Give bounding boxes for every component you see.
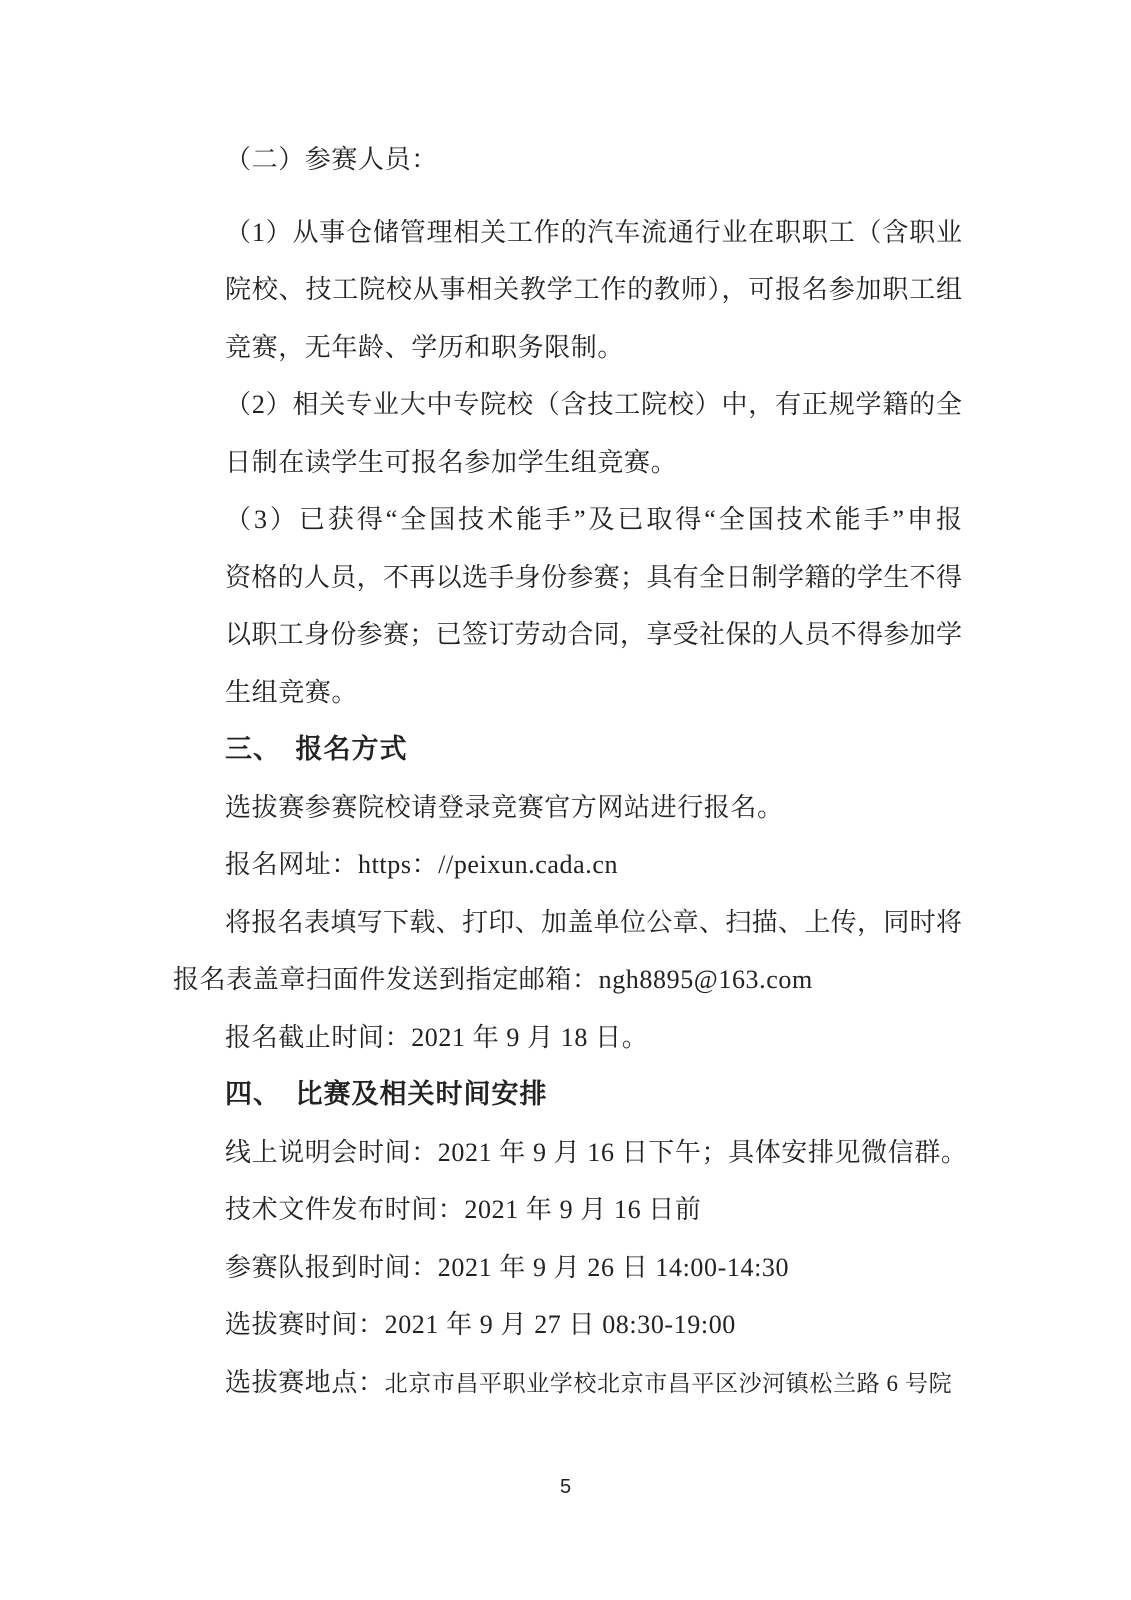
doc-line: 选拔赛时间：2021 年 9 月 27 日 08:30-19:00 [225, 1310, 736, 1339]
doc-line-value: 北京市昌平职业学校北京市昌平区沙河镇松兰路 6 号院 [384, 1370, 953, 1396]
page-number: 5 [559, 1476, 572, 1498]
doc-line: 日制在读学生可报名参加学生组竞赛。 [225, 447, 678, 477]
doc-line: （2）相关专业大中专院校（含技工院校）中，有正规学籍的全 [225, 390, 962, 419]
doc-line: 将报名表填写下载、打印、加盖单位公章、扫描、上传，同时将 [225, 907, 962, 937]
doc-line: 技术文件发布时间：2021 年 9 月 16 日前 [225, 1195, 702, 1224]
doc-line: 参赛队报到时间：2021 年 9 月 26 日 14:00-14:30 [225, 1252, 790, 1282]
doc-line: 院校、技工院校从事相关教学工作的教师），可报名参加职工组 [225, 275, 962, 304]
doc-line: （1）从事仓储管理相关工作的汽车流通行业在职职工（含职业 [225, 217, 962, 247]
doc-line: 竞赛，无年龄、学历和职务限制。 [225, 332, 625, 362]
doc-line-label: 选拔赛地点： [225, 1367, 385, 1397]
doc-line: 线上说明会时间：2021 年 9 月 16 日下午；具体安排见微信群。 [225, 1137, 968, 1167]
doc-line: 四、 比赛及相关时间安排 [225, 1079, 548, 1109]
doc-line: 选拔赛参赛院校请登录竞赛官方网站进行报名。 [225, 792, 784, 822]
doc-line: 三、 报名方式 [225, 734, 408, 764]
doc-line: 报名网址：https：//peixun.cada.cn [225, 850, 619, 879]
doc-line: 资格的人员，不再以选手身份参赛；具有全日制学籍的学生不得 [225, 562, 962, 592]
doc-line: 报名截止时间：2021 年 9 月 18 日。 [225, 1022, 649, 1052]
document-body [173, 131, 968, 1411]
doc-line: 报名表盖章扫面件发送到指定邮箱：ngh8895@163.com [173, 965, 813, 994]
doc-line: （二）参赛人员： [225, 145, 438, 174]
doc-line: 以职工身份参赛；已签订劳动合同，享受社保的人员不得参加学 [225, 620, 962, 649]
doc-line [225, 1354, 962, 1412]
doc-line: 生组竞赛。 [225, 677, 359, 707]
doc-line: （3）已获得“全国技术能手”及已取得“全国技术能手”申报 [225, 505, 962, 534]
